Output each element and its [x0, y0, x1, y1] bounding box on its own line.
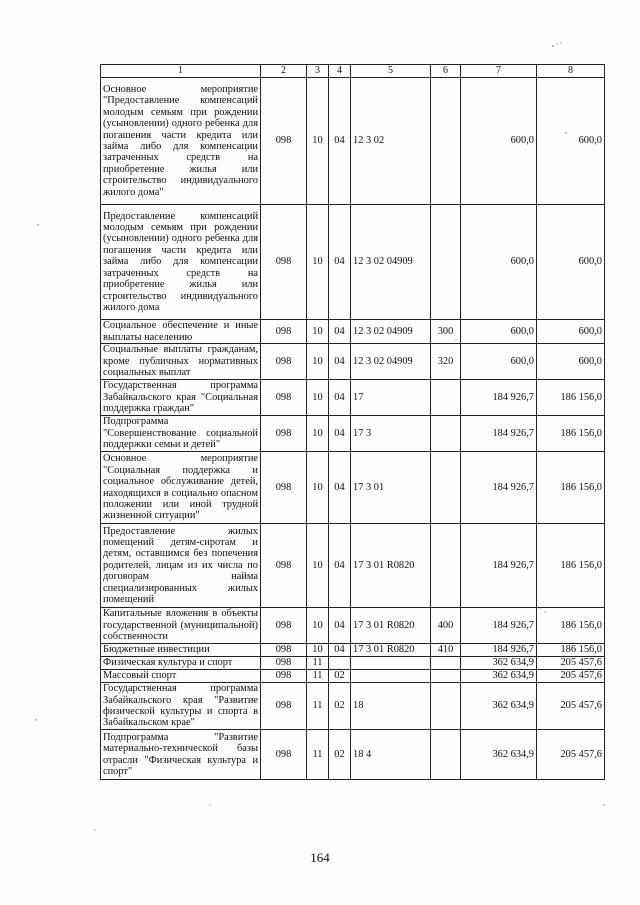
table-header-row — [101, 65, 605, 78]
amount-year-2: 186 156,0 — [537, 644, 605, 657]
amount-year-1: 600,0 — [461, 78, 537, 205]
subsection-code: 04 — [329, 380, 351, 416]
amount-year-2: 205 457,6 — [537, 683, 605, 730]
subsection-code: 02 — [329, 730, 351, 780]
expense-type-code — [431, 416, 461, 452]
subsection-code: 04 — [329, 78, 351, 205]
row-name: Основное мероприятие "Предоставление компенсаций молодым семьям при рождении (усыновлении) одного ребенка для погашения части кредита или займа либо для компенсации затраченных средств на приобретение жилья или строительство индивидуального жилого дома" — [101, 78, 261, 205]
table-row — [101, 657, 605, 670]
target-article-code: 17 3 — [351, 416, 431, 452]
section-code: 10 — [307, 380, 329, 416]
amount-year-2: 205 457,6 — [537, 657, 605, 670]
page-number: 164 — [310, 850, 330, 865]
amount-year-2: 600,0 — [537, 344, 605, 380]
section-code: 11 — [307, 657, 329, 670]
subsection-code: 02 — [329, 683, 351, 730]
target-article-code: 17 3 01 R0820 — [351, 524, 431, 608]
amount-year-2: 600,0 — [537, 320, 605, 344]
section-code: 10 — [307, 608, 329, 644]
grbs-code: 098 — [261, 205, 307, 320]
grbs-code: 098 — [261, 670, 307, 683]
column-header: 5 — [351, 65, 431, 78]
amount-year-1: 184 926,7 — [461, 644, 537, 657]
target-article-code: 17 3 01 R0820 — [351, 608, 431, 644]
row-name: Предоставление жилых помещений детям-сиротам и детям, оставшимся без попечения родителей, лицам из их числа по договорам найма специализированных жилых помещений — [101, 524, 261, 608]
expense-type-code — [431, 730, 461, 780]
section-code: 11 — [307, 730, 329, 780]
row-name: Государственная программа Забайкальского края "Развитие физической культуры и спорта в Забайкальском крае" — [101, 683, 261, 730]
section-code: 10 — [307, 205, 329, 320]
table-row — [101, 380, 605, 416]
subsection-code — [329, 657, 351, 670]
amount-year-2: 205 457,6 — [537, 670, 605, 683]
table-row — [101, 320, 605, 344]
row-name: Массовый спорт — [101, 670, 261, 683]
expense-type-code — [431, 78, 461, 205]
grbs-code: 098 — [261, 380, 307, 416]
amount-year-2: 186 156,0 — [537, 380, 605, 416]
target-article-code — [351, 670, 431, 683]
row-name: Социальные выплаты гражданам, кроме публичных нормативных социальных выплат — [101, 344, 261, 380]
amount-year-2: 600,0 — [537, 78, 605, 205]
target-article-code: 17 — [351, 380, 431, 416]
amount-year-2: 186 156,0 — [537, 416, 605, 452]
column-header: 8 — [537, 65, 605, 78]
column-header: 3 — [307, 65, 329, 78]
amount-year-2: 205 457,6 — [537, 730, 605, 780]
row-name: Капитальные вложения в объекты государственной (муниципальной) собственности — [101, 608, 261, 644]
subsection-code: 04 — [329, 320, 351, 344]
column-header: 1 — [101, 65, 261, 78]
table-row — [101, 683, 605, 730]
column-header: 7 — [461, 65, 537, 78]
table-row — [101, 416, 605, 452]
section-code: 10 — [307, 416, 329, 452]
grbs-code: 098 — [261, 644, 307, 657]
grbs-code: 098 — [261, 657, 307, 670]
section-code: 10 — [307, 344, 329, 380]
grbs-code: 098 — [261, 320, 307, 344]
grbs-code: 098 — [261, 78, 307, 205]
subsection-code: 04 — [329, 524, 351, 608]
target-article-code — [351, 657, 431, 670]
section-code: 10 — [307, 452, 329, 524]
grbs-code: 098 — [261, 452, 307, 524]
amount-year-1: 362 634,9 — [461, 670, 537, 683]
grbs-code: 098 — [261, 730, 307, 780]
expense-type-code — [431, 670, 461, 683]
amount-year-2: 186 156,0 — [537, 452, 605, 524]
amount-year-1: 184 926,7 — [461, 416, 537, 452]
expense-type-code — [431, 452, 461, 524]
budget-table — [100, 64, 605, 780]
row-name: Государственная программа Забайкальского края "Социальная поддержка граждан" — [101, 380, 261, 416]
subsection-code: 04 — [329, 452, 351, 524]
target-article-code: 12 3 02 04909 — [351, 205, 431, 320]
column-header: 4 — [329, 65, 351, 78]
subsection-code: 04 — [329, 205, 351, 320]
column-header: 6 — [431, 65, 461, 78]
amount-year-2: 186 156,0 — [537, 608, 605, 644]
row-name: Физическая культура и спорт — [101, 657, 261, 670]
subsection-code: 04 — [329, 644, 351, 657]
target-article-code: 18 — [351, 683, 431, 730]
expense-type-code: 400 — [431, 608, 461, 644]
amount-year-1: 362 634,9 — [461, 657, 537, 670]
target-article-code: 12 3 02 04909 — [351, 320, 431, 344]
grbs-code: 098 — [261, 683, 307, 730]
grbs-code: 098 — [261, 416, 307, 452]
table-row — [101, 452, 605, 524]
amount-year-2: 600,0 — [537, 205, 605, 320]
amount-year-1: 184 926,7 — [461, 452, 537, 524]
section-code: 10 — [307, 644, 329, 657]
table-row — [101, 524, 605, 608]
table-row — [101, 730, 605, 780]
column-header: 2 — [261, 65, 307, 78]
expense-type-code — [431, 657, 461, 670]
target-article-code: 18 4 — [351, 730, 431, 780]
subsection-code: 02 — [329, 670, 351, 683]
amount-year-1: 600,0 — [461, 320, 537, 344]
row-name: Подпрограмма "Совершенствование социальной поддержки семьи и детей" — [101, 416, 261, 452]
section-code: 10 — [307, 78, 329, 205]
subsection-code: 04 — [329, 608, 351, 644]
amount-year-1: 184 926,7 — [461, 380, 537, 416]
amount-year-1: 600,0 — [461, 344, 537, 380]
expense-type-code — [431, 380, 461, 416]
row-name: Социальное обеспечение и иные выплаты населению — [101, 320, 261, 344]
expense-type-code — [431, 683, 461, 730]
expense-type-code — [431, 205, 461, 320]
target-article-code: 17 3 01 — [351, 452, 431, 524]
section-code: 11 — [307, 683, 329, 730]
section-code: 10 — [307, 524, 329, 608]
table-row — [101, 608, 605, 644]
grbs-code: 098 — [261, 608, 307, 644]
table-row — [101, 78, 605, 205]
amount-year-1: 362 634,9 — [461, 730, 537, 780]
target-article-code: 12 3 02 — [351, 78, 431, 205]
section-code: 11 — [307, 670, 329, 683]
amount-year-1: 600,0 — [461, 205, 537, 320]
target-article-code: 12 3 02 04909 — [351, 344, 431, 380]
row-name: Подпрограмма "Развитие материально-технической базы отрасли "Физическая культура и спорт" — [101, 730, 261, 780]
amount-year-1: 184 926,7 — [461, 524, 537, 608]
table-row — [101, 344, 605, 380]
row-name: Предоставление компенсаций молодым семьям при рождении (усыновлении) одного ребенка для погашения части кредита или займа либо для компенсации затраченных средств на приобретение жилья или строительство индивидуального жилого дома — [101, 205, 261, 320]
grbs-code: 098 — [261, 524, 307, 608]
expense-type-code: 300 — [431, 320, 461, 344]
row-name: Бюджетные инвестиции — [101, 644, 261, 657]
amount-year-2: 186 156,0 — [537, 524, 605, 608]
table-row — [101, 205, 605, 320]
amount-year-1: 184 926,7 — [461, 608, 537, 644]
target-article-code: 17 3 01 R0820 — [351, 644, 431, 657]
subsection-code: 04 — [329, 344, 351, 380]
expense-type-code: 410 — [431, 644, 461, 657]
section-code: 10 — [307, 320, 329, 344]
table-row — [101, 644, 605, 657]
amount-year-1: 362 634,9 — [461, 683, 537, 730]
expense-type-code: 320 — [431, 344, 461, 380]
grbs-code: 098 — [261, 344, 307, 380]
row-name: Основное мероприятие "Социальная поддержка и социальное обслуживание детей, находящихся в социально опасном положении или иной трудной жизненной ситуации" — [101, 452, 261, 524]
subsection-code: 04 — [329, 416, 351, 452]
expense-type-code — [431, 524, 461, 608]
table-row — [101, 670, 605, 683]
